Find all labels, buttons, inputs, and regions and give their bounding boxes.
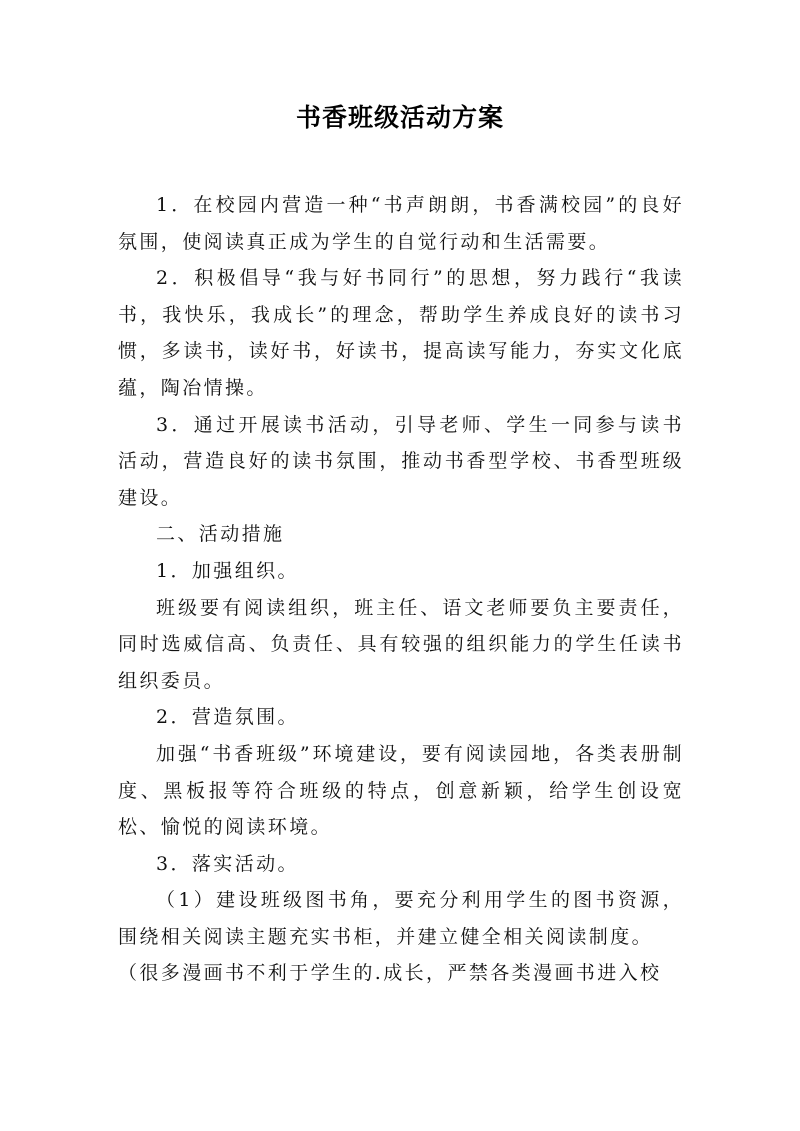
paragraph-goal-1: 1．在校园内营造一种“书声朗朗，书香满校园”的良好氛围，使阅读真正成为学生的自觉行动和生活需要。 bbox=[118, 194, 684, 253]
measure-text-2: 加强“书香班级”环境建设，要有阅读园地，各类表册制度、黑板报等符合班级的特点，创意新颖，给学生创设宽松、愉悦的阅读环境。 bbox=[118, 742, 684, 839]
paragraph-goal-2: 2．积极倡导“我与好书同行”的思想，努力践行“我读书，我快乐，我成长”的理念，帮助学生养成良好的读书习惯，多读书，读好书，好读书，提高读写能力，夯实文化底蕴，陶冶情操。 bbox=[118, 267, 684, 399]
section-heading-measures: 二、活动措施 bbox=[156, 523, 285, 546]
measure-heading-3: 3．落实活动。 bbox=[156, 852, 299, 875]
document-title: 书香班级活动方案 bbox=[295, 103, 504, 132]
measure-text-3-note: （很多漫画书不利于学生的.成长，严禁各类漫画书进入校 bbox=[118, 962, 662, 985]
measure-text-3-item-1: （1）建设班级图书角，要充分利用学生的图书资源，围绕相关阅读主题充实书柜，并建立健全相关阅读制度。 bbox=[118, 889, 684, 948]
measure-heading-1: 1．加强组织。 bbox=[156, 559, 299, 582]
paragraph-goal-3: 3．通过开展读书活动，引导老师、学生一同参与读书活动，营造良好的读书氛围，推动书香型学校、书香型班级建设。 bbox=[118, 413, 684, 509]
measure-text-1: 班级要有阅读组织，班主任、语文老师要负主要责任，同时选威信高、负责任、具有较强的组织能力的学生任读书组织委员。 bbox=[118, 596, 684, 692]
measure-heading-2: 2．营造氛围。 bbox=[156, 706, 299, 729]
document-body bbox=[118, 187, 684, 992]
